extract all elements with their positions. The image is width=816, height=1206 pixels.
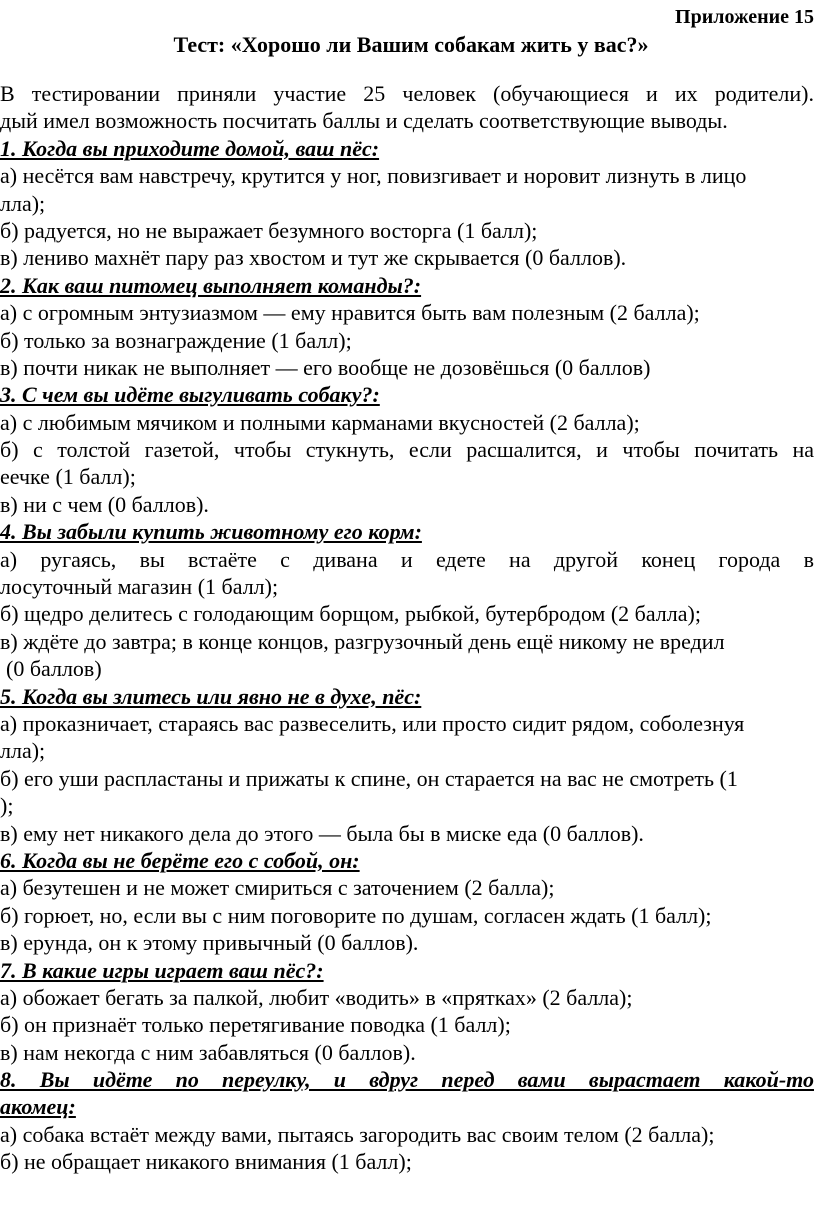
answer-option: еечке (1 балл); <box>0 464 136 490</box>
answer-option: а) обожает бегать за палкой, любит «водить» в «прятках» (2 балла); <box>0 984 633 1010</box>
test-title: Тест: «Хорошо ли Вашим собакам жить у вас?» <box>173 32 649 57</box>
answer-option: в) лениво махнёт пару раз хвостом и тут же скрывается (0 баллов). <box>0 245 627 271</box>
answer-option: а) с любимым мячиком и полными карманами вкусностей (2 балла); <box>0 409 640 435</box>
answer-option: а) собака встаёт между вами, пытаясь загородить вас своим телом (2 балла); <box>0 1121 715 1147</box>
document-body <box>0 80 816 1176</box>
question-title: 4. Вы забыли купить животному его корм: <box>0 519 422 545</box>
answer-option: а) с огромным энтузиазмом — ему нравится быть вам полезным (2 балла); <box>0 300 700 326</box>
answer-option: в) ни с чем (0 баллов). <box>0 491 209 517</box>
question-title: 7. В какие игры играет ваш пёс?: <box>0 957 324 983</box>
answer-option: б) горюет, но, если вы с ним поговорите по душам, согласен ждать (1 балл); <box>0 902 712 928</box>
answer-option: а) ругаясь, вы встаёте с дивана и едете на другой конец города в <box>0 546 814 572</box>
answer-option: б) с толстой газетой, чтобы стукнуть, если расшалится, и чтобы почитать на <box>0 437 814 463</box>
answer-option: в) ерунда, он к этому привычный (0 баллов). <box>0 930 419 956</box>
answer-option: лла); <box>0 190 46 216</box>
answer-option: ); <box>0 793 14 819</box>
answer-option: в) почти никак не выполняет — его вообще не дозовёшься (0 баллов) <box>0 354 651 380</box>
answer-option: б) только за вознаграждение (1 балл); <box>0 327 352 353</box>
intro-line: дый имел возможность посчитать баллы и сделать соответствующие выводы. <box>0 108 728 134</box>
answer-option: в) ждёте до завтра; в конце концов, разгрузочный день ещё никому не вредил <box>0 628 725 654</box>
answer-option: б) он признаёт только перетягивание поводка (1 балл); <box>0 1012 511 1038</box>
answer-option: лла); <box>0 738 46 764</box>
answer-option: лосуточный магазин (1 балл); <box>0 574 279 600</box>
answer-option: а) проказничает, стараясь вас развеселить, или просто сидит рядом, соболезнуя <box>0 710 745 736</box>
answer-option: б) его уши распластаны и прижаты к спине, он старается на вас не смотреть (1 <box>0 765 738 791</box>
answer-option: в) ему нет никакого дела до этого — была бы в миске еда (0 баллов). <box>0 820 644 846</box>
intro-line: В тестировании приняли участие 25 человек (обучающиеся и их родители). <box>0 81 814 106</box>
answer-option: б) радуется, но не выражает безумного восторга (1 балл); <box>0 217 538 243</box>
question-title: 1. Когда вы приходите домой, ваш пёс: <box>0 135 380 161</box>
question-title: 2. Как ваш питомец выполняет команды?: <box>0 272 422 298</box>
answer-option: б) не обращает никакого внимания (1 балл); <box>0 1149 412 1175</box>
answer-option: б) щедро делитесь с голодающим борщом, рыбкой, бутербродом (2 балла); <box>0 601 701 627</box>
appendix-label: Приложение 15 <box>675 6 814 28</box>
answer-option: в) нам некогда с ним забавляться (0 баллов). <box>0 1039 416 1065</box>
answer-option: а) безутешен и не может смириться с заточением (2 балла); <box>0 875 555 901</box>
question-title: 8. Вы идёте по переулку, и вдруг перед вами вырастает какой-то <box>0 1067 814 1093</box>
question-title: 6. Когда вы не берёте его с собой, он: <box>0 847 360 873</box>
question-title: 5. Когда вы злитесь или явно не в духе, пёс: <box>0 683 422 709</box>
answer-option: (0 баллов) <box>6 656 102 682</box>
question-title: акомец: <box>0 1094 76 1120</box>
answer-option: а) несётся вам навстречу, крутится у ног, повизгивает и норовит лизнуть в лицо <box>0 163 747 189</box>
question-title: 3. С чем вы идёте выгуливать собаку?: <box>0 382 380 408</box>
